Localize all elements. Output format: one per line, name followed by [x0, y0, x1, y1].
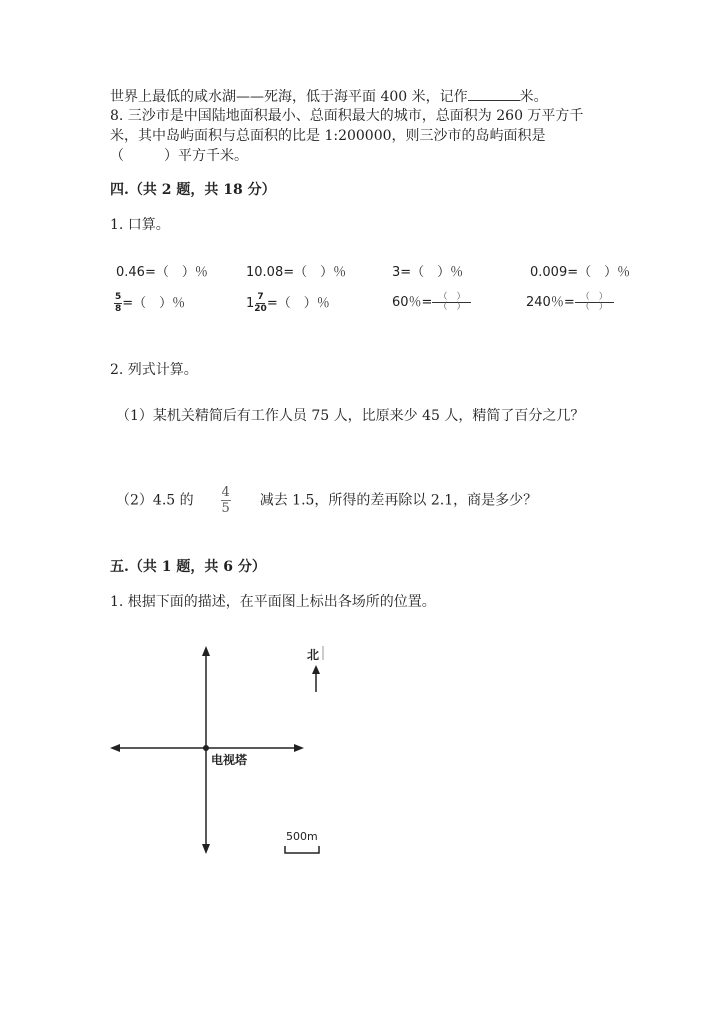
calc-item: $\frac{5}{8}$ =（ ）％ [115, 292, 186, 314]
q8-unit: ）平方千米。 [164, 148, 248, 164]
q8-line-b: 米，其中岛屿面积与总面积的比是 1:200000，则三沙市的岛屿面积是 [110, 128, 546, 144]
paren-open: （ [110, 148, 124, 164]
q8-line-a: 8. 三沙市是中国陆地面积最小、总面积最大的城市，总面积为 260 万平方千 [110, 108, 584, 124]
north-label: 北 [307, 648, 320, 662]
calc-item: 1 $\frac{7}{20}$ =（ ）％ [246, 292, 330, 314]
fraction: $\frac{4}{5}$ [221, 485, 230, 516]
calc-item: 3=（ ）％ [392, 265, 464, 280]
section-title: 五.（共 1 题，共 6 分） [110, 559, 266, 575]
scale-bar [285, 846, 319, 853]
section-title: 四.（共 2 题，共 18 分） [110, 182, 276, 198]
calc-item: 0.46=（ ）％ [116, 265, 208, 280]
tv-tower-point [203, 745, 209, 751]
scale-label: 500m [286, 830, 318, 843]
fraction: $\frac{7}{20}$ [254, 292, 267, 314]
calc-item: 10.08=（ ）％ [246, 265, 347, 280]
question-label: 1. 根据下面的描述，在平面图上标出各场所的位置。 [110, 594, 436, 610]
tv-tower-label: 电视塔 [211, 753, 248, 767]
question-label: 2. 列式计算。 [110, 362, 198, 378]
deadsea-unit: 米。 [519, 89, 548, 105]
calc-item: 240％= $\frac{( )}{( )}$ [526, 293, 614, 312]
question-label: 1. 口算。 [110, 217, 170, 233]
arrow-right-icon [294, 744, 304, 752]
calc-item: 0.009=（ ）％ [530, 265, 631, 280]
arrow-left-icon [110, 744, 120, 752]
calc-item: 60％= $\frac{( )}{( )}$ [392, 293, 471, 312]
fraction-blank[interactable]: $\frac{( )}{( )}$ [432, 293, 471, 312]
fraction: $\frac{5}{8}$ [115, 292, 122, 314]
arrow-up-icon [202, 646, 210, 656]
sub-question: （1）某机关精简后有工作人员 75 人，比原来少 45 人，精简了百分之几？ [116, 408, 585, 424]
fraction-blank[interactable]: $\frac{( )}{( )}$ [575, 293, 614, 312]
deadsea-text: 世界上最低的咸水湖——死海，低于海平面 400 米，记作 [110, 89, 468, 105]
north-arrow-icon [312, 665, 320, 674]
arrow-down-icon [202, 844, 210, 854]
sub-question: （2）4.5 的 $\frac{4}{5}$ 减去 1.5，所得的差再除以 2.1，商是多少？ [116, 485, 538, 516]
